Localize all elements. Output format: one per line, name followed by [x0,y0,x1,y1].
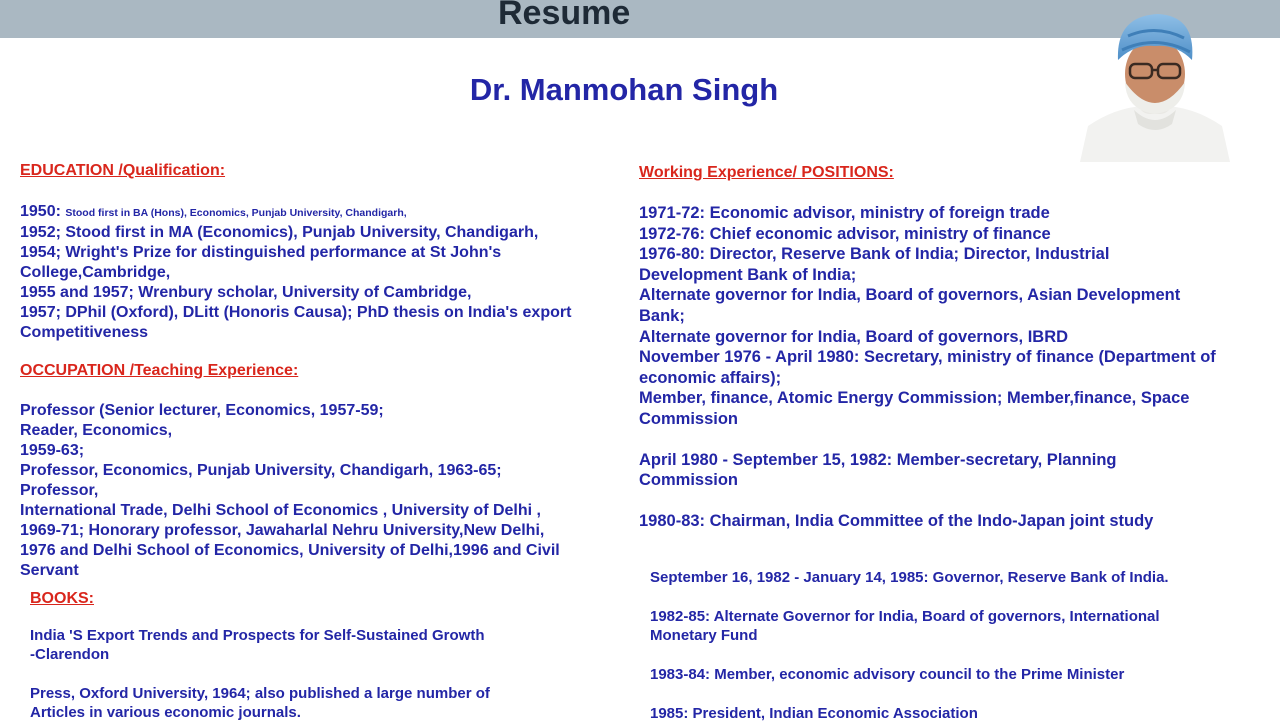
education-list [20,202,571,343]
position-item: Monetary Fund [650,627,758,644]
education-heading: EDUCATION /Qualification: [20,162,226,179]
education-item: 1954; Wright's Prize for distinguished performance at St John's [20,244,502,261]
position-item: 1980-83: Chairman, India Committee of the Indo-Japan joint study [639,511,1154,530]
spacer [30,664,490,684]
positions-later-list [650,568,1169,723]
education-item [20,202,571,223]
book-line: Articles in various economic journals. [30,704,301,721]
occupation-item: 1959-63; [20,442,85,459]
position-item: Alternate governor for India, Board of governors, Asian Development [639,286,1181,305]
occupation-item: Professor, Economics, Punjab University, Chandigarh, 1963-65; [20,462,502,479]
spacer [650,645,1169,665]
book-line: -Clarendon [30,646,110,663]
occupation-item: Professor, [20,482,99,499]
spacer [650,587,1169,607]
slide-title: Resume [498,0,631,32]
position-item: Bank; [639,306,685,325]
position-item: 1982-85: Alternate Governor for India, Board of governors, International [650,608,1160,625]
position-item: September 16, 1982 - January 14, 1985: Governor, Reserve Bank of India. [650,569,1169,586]
person-name: Dr. Manmohan Singh [469,72,779,107]
occupation-list [20,401,560,581]
position-item: 1976-80: Director, Reserve Bank of India; Director, Industrial [639,245,1110,264]
education-year: 1950: [20,203,61,220]
books-list [30,626,490,722]
position-item: Commission [639,471,739,490]
position-item: 1972-76: Chief economic advisor, ministry of finance [639,224,1051,243]
spacer [639,430,1216,450]
education-item: 1957; DPhil (Oxford), DLitt (Honoris Causa); PhD thesis on India's export [20,304,572,321]
position-item: 1983-84: Member, economic advisory council to the Prime Minister [650,666,1125,683]
position-item: Alternate governor for India, Board of governors, IBRD [639,327,1069,346]
position-item: 1985: President, Indian Economic Association [650,705,978,722]
position-item: November 1976 - April 1980: Secretary, ministry of finance (Department of [639,348,1216,367]
occupation-item: Reader, Economics, [20,422,173,439]
positions-list [639,203,1216,531]
occupation-item: Servant [20,562,79,579]
occupation-item: 1976 and Delhi School of Economics, University of Delhi,1996 and Civil [20,542,560,559]
education-item: 1952; Stood first in MA (Economics), Punjab University, Chandigarh, [20,224,539,241]
occupation-item: 1969-71; Honorary professor, Jawaharlal Nehru University,New Delhi, [20,522,545,539]
education-text: Stood first in BA (Hons), Economics, Punjab University, Chandigarh, [65,207,407,219]
position-item: 1971-72: Economic advisor, ministry of foreign trade [639,204,1050,222]
occupation-item: Professor (Senior lecturer, Economics, 1957-59; [20,402,384,419]
position-item: economic affairs); [639,368,782,387]
book-line: Press, Oxford University, 1964; also published a large number of [30,685,490,702]
spacer [650,684,1169,704]
education-item: Competitiveness [20,324,149,341]
books-heading: BOOKS: [30,590,94,607]
spacer [639,491,1216,511]
book-line: India 'S Export Trends and Prospects for Self-Sustained Growth [30,627,485,644]
education-item: College,Cambridge, [20,264,171,281]
position-item: Development Bank of India; [639,265,857,284]
position-item: April 1980 - September 15, 1982: Member-secretary, Planning [639,450,1117,469]
position-item: Member, finance, Atomic Energy Commission; Member,finance, Space [639,389,1190,408]
occupation-item: International Trade, Delhi School of Economics , University of Delhi , [20,502,541,519]
education-item: 1955 and 1957; Wrenbury scholar, University of Cambridge, [20,284,472,301]
positions-heading: Working Experience/ POSITIONS: [639,164,894,181]
portrait-photo [1080,6,1230,162]
position-item: Commission [639,409,739,428]
occupation-heading: OCCUPATION /Teaching Experience: [20,362,299,379]
